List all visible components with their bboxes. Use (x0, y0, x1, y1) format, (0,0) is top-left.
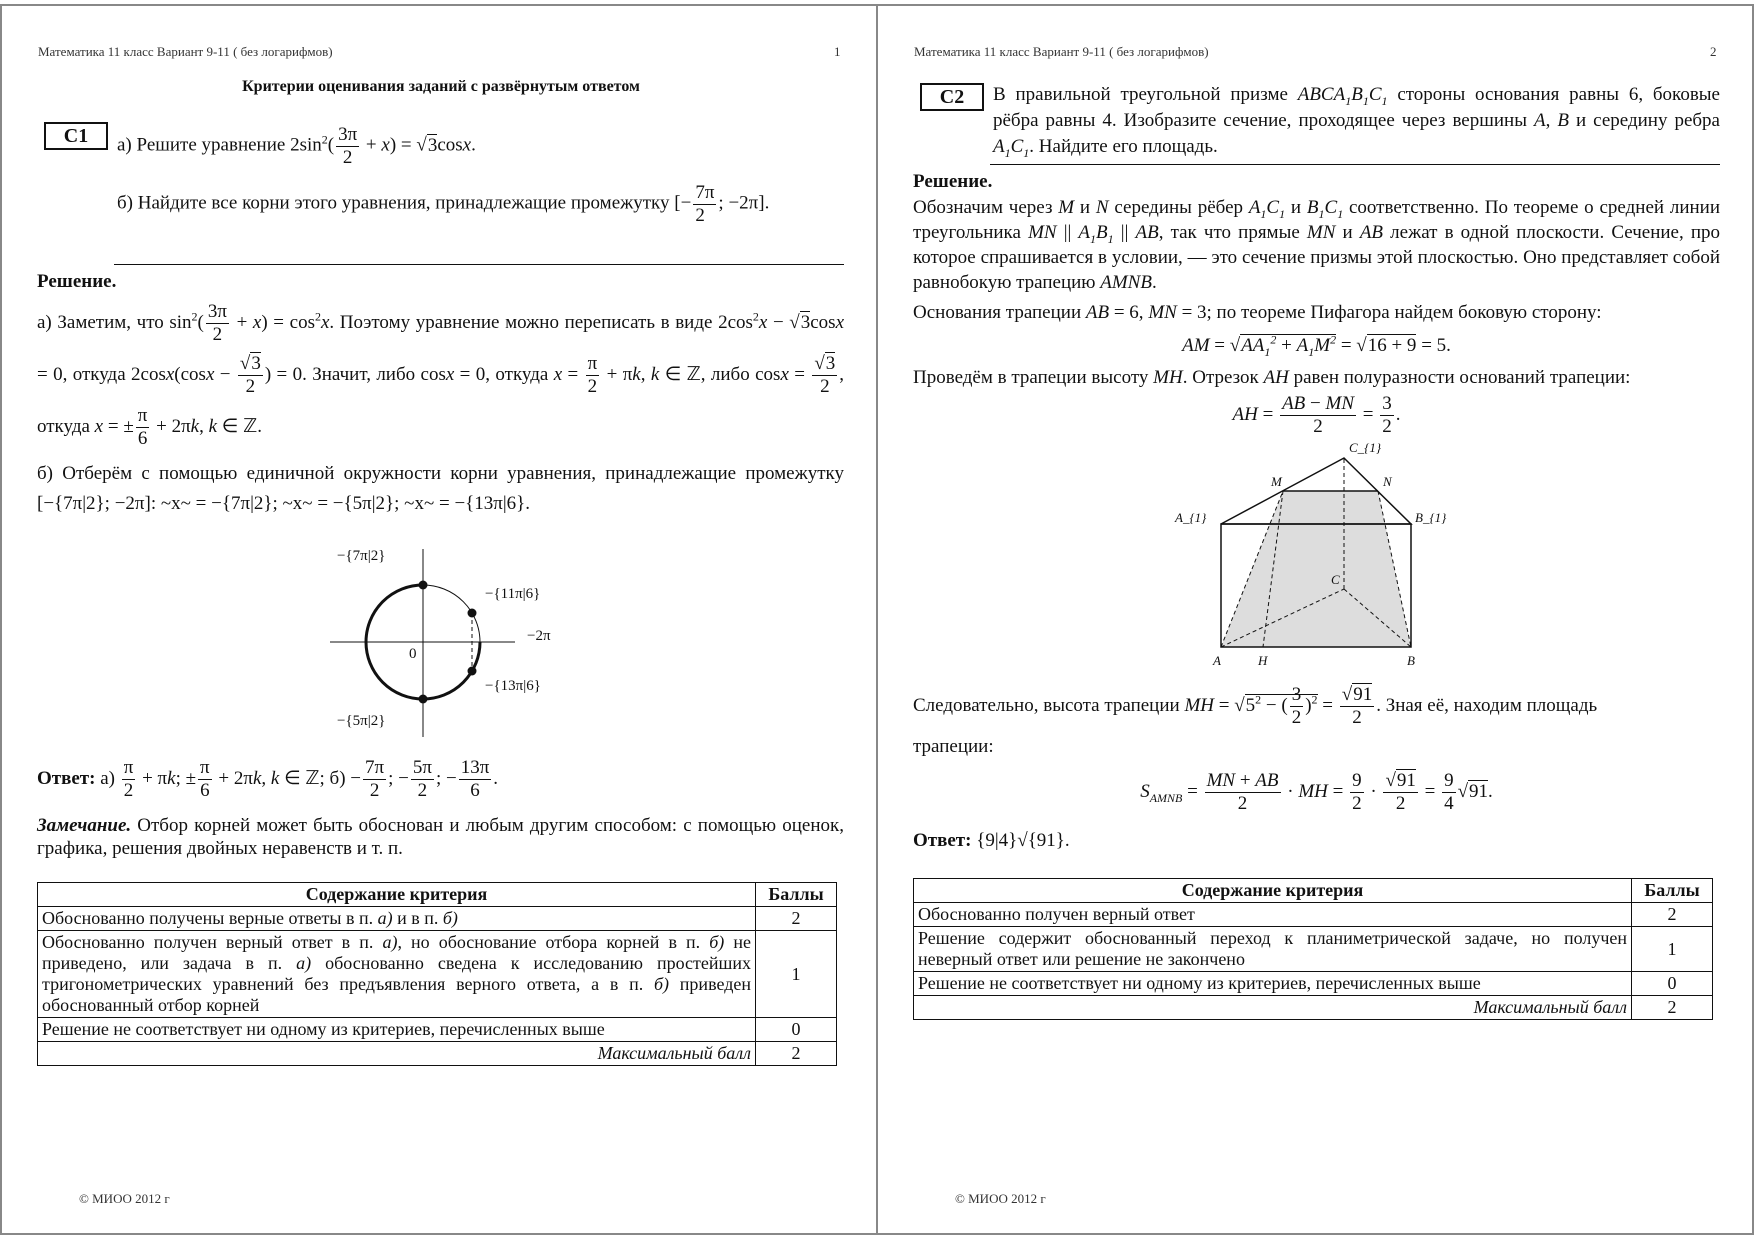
page-1-body (37, 264, 844, 1066)
header-criterion: Содержание критерия (38, 883, 756, 907)
remark (37, 814, 844, 860)
solution-a: а) Заметим, что $\sin^2$( $\frac{3\pi}{2}$ + $x) = \cos^2x$. Поэтому уравнение можно переписать в виде $2\cos^2x - √3\cos x = 0$, откуда 2cosx(cosx − $\frac{√3}{2}$ ) = 0. Значит, либо cosx = 0, откуда x = $\frac{\pi}{2}$ + πk, k ∈ ℤ, либо cosx = $\frac{√3}{2}$ , откуда x = ± $\frac{\pi}{6}$ + 2πk, k ∈ ℤ. (37, 301, 845, 450)
max-label: Максимальный балл (914, 996, 1632, 1020)
divider (114, 264, 844, 265)
table-row (914, 972, 1713, 996)
table-row (38, 931, 837, 1018)
criterion: Решение не соответствует ни одному из критериев, перечисленных выше (914, 972, 1632, 996)
answer-text: а) $\frac{\pi}{2}$ + πk; ± $\frac{\pi}{6}$ + 2πk, k ∈ ℤ; б) − $\frac{7\pi}{2}$ ; − $\frac{5\pi}{2}$ ; − $\frac{13\pi}{6}$ . (100, 757, 499, 802)
header-score: Баллы (756, 883, 837, 907)
max-value: 2 (1632, 996, 1713, 1020)
solution-heading: Решение. (913, 171, 993, 192)
label-b1: B_{1} (1415, 510, 1447, 525)
unit-circle-figure (37, 527, 844, 752)
page-2 (876, 4, 1754, 1235)
table-row-max (38, 1042, 837, 1066)
task-b: б) Найдите все корни этого уравнения, принадлежащие промежутку [− $\frac{7\pi}{2}$ ; −2π]. (117, 182, 770, 226)
remark-text: Отбор корней может быть обоснован и любым другим способом: с помощью оценок, графика, решения двойных неравенств и т. п. (37, 815, 844, 859)
label-a1: A_{1} (1175, 510, 1207, 525)
table-row-max (914, 996, 1713, 1020)
page-2-body (913, 82, 1720, 1020)
table-row (38, 907, 837, 931)
point-bottom (419, 695, 428, 704)
answer-text: {9|4}√{91}. (976, 830, 1070, 851)
criterion: Обоснованно получены верные ответы в п. а) и в п. б) (38, 907, 756, 931)
answer-label: Ответ: (913, 830, 972, 851)
point-upper-right (468, 609, 477, 618)
formula-ah: AH = $\frac{AB - MN}{2}$ = $\frac{3}{2}$ . (1232, 393, 1401, 438)
label-bottom: −{5π|2} (337, 713, 386, 729)
para-3: Проведём в трапеции высоту MH. Отрезок AH равен полуразности оснований трапеции: (913, 367, 1631, 388)
criteria-table (37, 882, 837, 1066)
criterion: Решение содержит обоснованный переход к планиметрической задаче, но получен неверный ответ или решение не закончено (914, 927, 1632, 972)
point-top (419, 581, 428, 590)
label-c1: C_{1} (1349, 440, 1382, 455)
para-4b: трапеции: (913, 736, 994, 757)
score: 1 (756, 931, 837, 1018)
page-title: Критерии оценивания заданий с развёрнутым ответом (242, 78, 640, 95)
para-4: Следовательно, высота трапеции MH = $√5^2$ − ( $\frac{3}{2}$ )$^2$ = $\frac{√91}{2}$ . Зная её, находим площадь (913, 684, 1598, 729)
label-a: A (1213, 653, 1221, 668)
remark-label: Замечание. (37, 815, 132, 836)
prism-diagram (1198, 440, 1438, 672)
page-header: Математика 11 класс Вариант 9-11 ( без логарифмов) (38, 44, 333, 59)
header-criterion: Содержание критерия (914, 879, 1632, 903)
solution-b: б) Отберём с помощью единичной окружности корни уравнения, принадлежащие промежутку [−{7π|2}; −2π]: ~x~ = −{7π|2}; ~x~ = −{5π|2}; ~x~ = −{13π|6}. (37, 463, 844, 514)
formula-am: AM = $√AA_1^2 + A_1M^2 = √16 + 9 = 5$. (1182, 332, 1451, 359)
label-c: C (1331, 572, 1340, 587)
criterion: Обоснованно получен верный ответ (914, 903, 1632, 927)
label-h: H (1258, 653, 1268, 668)
page-number: 1 (834, 44, 841, 59)
prism-figure (913, 440, 1720, 672)
label-b: B (1407, 653, 1415, 668)
table-row (914, 903, 1713, 927)
para-2: Основания трапеции AB = 6, MN = 3; по теореме Пифагора найдем боковую сторону: (913, 302, 1602, 323)
score: 0 (756, 1018, 837, 1042)
label-m: M (1271, 474, 1282, 489)
point-lower-right (468, 667, 477, 676)
label-lower-right: −{13π|6} (485, 678, 541, 694)
solution-heading: Решение. (37, 271, 117, 292)
label-upper-right: −{11π|6} (485, 586, 541, 602)
footer: © МИОО 2012 г (79, 1191, 170, 1206)
criterion: Решение не соответствует ни одному из критериев, перечисленных выше (38, 1018, 756, 1042)
page-header: Математика 11 класс Вариант 9-11 ( без логарифмов) (914, 44, 1209, 59)
divider (990, 164, 1720, 165)
task-label: С1 (44, 122, 108, 150)
footer: © МИОО 2012 г (955, 1191, 1046, 1206)
task-label: С2 (920, 83, 984, 111)
label-n: N (1383, 474, 1392, 489)
task-text: В правильной треугольной призме $ABCA_1B_1C_1$ стороны основания равны 6, боковые рёбра равны 4. Изобразите сечение, проходящее через вершины A, B и середину ребра $A_1C_1$. Найдите его площадь. (993, 84, 1720, 160)
score: 1 (1632, 927, 1713, 972)
score: 2 (1632, 903, 1713, 927)
task-a: а) Решите уравнение $2\sin^2$( $\frac{3\pi}{2}$ + x) = √3cosx. (117, 124, 476, 168)
answer (37, 756, 844, 802)
max-label: Максимальный балл (38, 1042, 756, 1066)
table-row (38, 1018, 837, 1042)
answer (913, 826, 1720, 856)
label-top: −{7π|2} (337, 548, 386, 564)
page-1 (0, 4, 878, 1235)
formula-s: $S_{AMNB}$ = $\frac{MN + AB}{2}$ · MH = $\frac{9}{2}$ · $\frac{√91}{2}$ = $\frac{9}{4}$ √91. (1140, 770, 1493, 815)
para-1: Обозначим через M и N середины рёбер $A_1C_1$ и $B_1C_1$ соответственно. По теореме о средней линии треугольника MN || $A_1B_1$ || AB, так что прямые MN и AB лежат в одной плоскости. Сечение, про которое спрашивается в условии, — это сечение призмы этой плоскостью. Оно представляет собой равнобокую трапецию AMNB. (913, 197, 1721, 293)
max-value: 2 (756, 1042, 837, 1066)
page-number: 2 (1710, 44, 1717, 59)
score: 2 (756, 907, 837, 931)
criterion: Обоснованно получен верный ответ в п. а), но обоснование отбора корней в п. б) не приведено, или задача в п. а) обоснованно сведена к исследованию простейших тригонометрических уравнений без предъявления верного ответа, а в п. б) приведен обоснованный отбор корней (38, 931, 756, 1018)
label-origin: 0 (409, 646, 417, 662)
criteria-table (913, 878, 1713, 1020)
header-score: Баллы (1632, 879, 1713, 903)
table-row (914, 927, 1713, 972)
label-right: −2π (527, 628, 551, 644)
answer-label: Ответ: (37, 768, 96, 789)
score: 0 (1632, 972, 1713, 996)
